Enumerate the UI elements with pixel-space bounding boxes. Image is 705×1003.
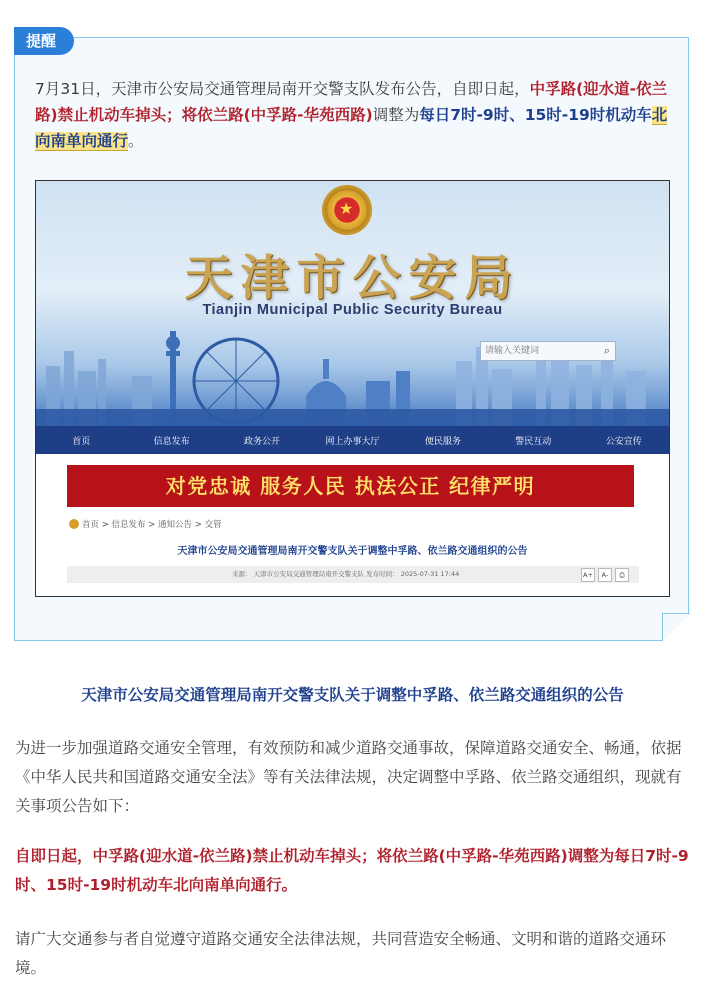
notice-rule: 中孚路(迎水道-依兰路)禁止机动车掉头；将依兰路(中孚路-华苑西路) bbox=[35, 80, 668, 124]
nav-item-home[interactable]: 首页 bbox=[72, 436, 91, 447]
nav-item-info[interactable]: 信息发布 bbox=[153, 436, 190, 447]
notice-intro: 7月31日，天津市公安局交通管理局南开交警支队发布公告，自即日起， bbox=[35, 80, 530, 98]
slogan-banner: 对党忠诚 服务人民 执法公正 纪律严明 bbox=[67, 465, 634, 507]
article-meta-bar bbox=[67, 566, 639, 583]
site-logo-chinese: 天津市公安局 bbox=[184, 250, 521, 306]
skyline-illustration bbox=[36, 321, 669, 426]
nav-item-convenience[interactable]: 便民服务 bbox=[424, 436, 461, 447]
article-paragraph-2: 自即日起，中孚路(迎水道-依兰路)禁止机动车掉头；将依兰路(中孚路-华苑西路)调整为每日7时-9时、15时-19时机动车北向南单向通行。 bbox=[15, 847, 689, 894]
search-placeholder: 请输入关键词 bbox=[485, 346, 540, 356]
article-title: 天津市公安局交通管理局南开交警支队关于调整中孚路、依兰路交通组织的公告 bbox=[81, 686, 624, 704]
embedded-screenshot bbox=[35, 180, 670, 597]
notice-highlight: 北向南单向通行 bbox=[35, 106, 668, 150]
notice-time: 每日7时-9时、15时-19时机动车 bbox=[419, 106, 652, 124]
notice-paragraph bbox=[35, 76, 675, 154]
corner-fold-decoration bbox=[662, 613, 690, 641]
nav-item-service-hall[interactable]: 网上办事大厅 bbox=[325, 436, 380, 447]
breadcrumb bbox=[69, 518, 222, 530]
article-paragraph-1: 为进一步加强道路交通安全管理，有效预防和减少道路交通事故，保障道路交通安全、畅通，依据《中华人民共和国道路交通安全法》等有关法律法规，决定调整中孚路、依兰路交通组织，现就有关事项公告如下： bbox=[15, 739, 682, 815]
notice-adjust: 调整为 bbox=[372, 106, 420, 124]
nav-item-interaction[interactable]: 警民互动 bbox=[515, 436, 552, 447]
article-paragraph-3: 请广大交通参与者自觉遵守道路交通安全法律法规，共同营造安全畅通、文明和谐的道路交通环境。 bbox=[15, 930, 667, 977]
notice-end: 。 bbox=[128, 132, 144, 150]
breadcrumb-text[interactable]: 首页 > 信息发布 > 通知公告 > 交管 bbox=[82, 520, 222, 530]
site-banner bbox=[36, 181, 669, 426]
inner-article-title: 天津市公安局交通管理局南开交警支队关于调整中孚路、依兰路交通组织的公告 bbox=[177, 546, 528, 557]
nav-item-gov[interactable]: 政务公开 bbox=[244, 436, 281, 447]
print-icon[interactable]: ⎙ bbox=[615, 568, 629, 582]
police-emblem-icon: ★ bbox=[322, 185, 372, 235]
article-tools bbox=[581, 568, 629, 582]
site-logo-english: Tianjin Municipal Public Security Bureau bbox=[202, 302, 503, 318]
search-input[interactable] bbox=[480, 341, 616, 361]
font-decrease-button[interactable]: A- bbox=[598, 568, 612, 582]
notice-tag: 提醒 bbox=[14, 27, 74, 55]
article-source: 来源： 天津市公安局交通管理局南开交警支队 发布时间： 2025-07-31 17:44 bbox=[232, 570, 460, 578]
nav-item-publicity[interactable]: 公安宣传 bbox=[605, 436, 642, 447]
font-increase-button[interactable]: A+ bbox=[581, 568, 595, 582]
site-nav bbox=[36, 426, 669, 454]
search-icon[interactable]: ⌕ bbox=[603, 344, 610, 357]
emblem-small-icon bbox=[69, 519, 79, 529]
